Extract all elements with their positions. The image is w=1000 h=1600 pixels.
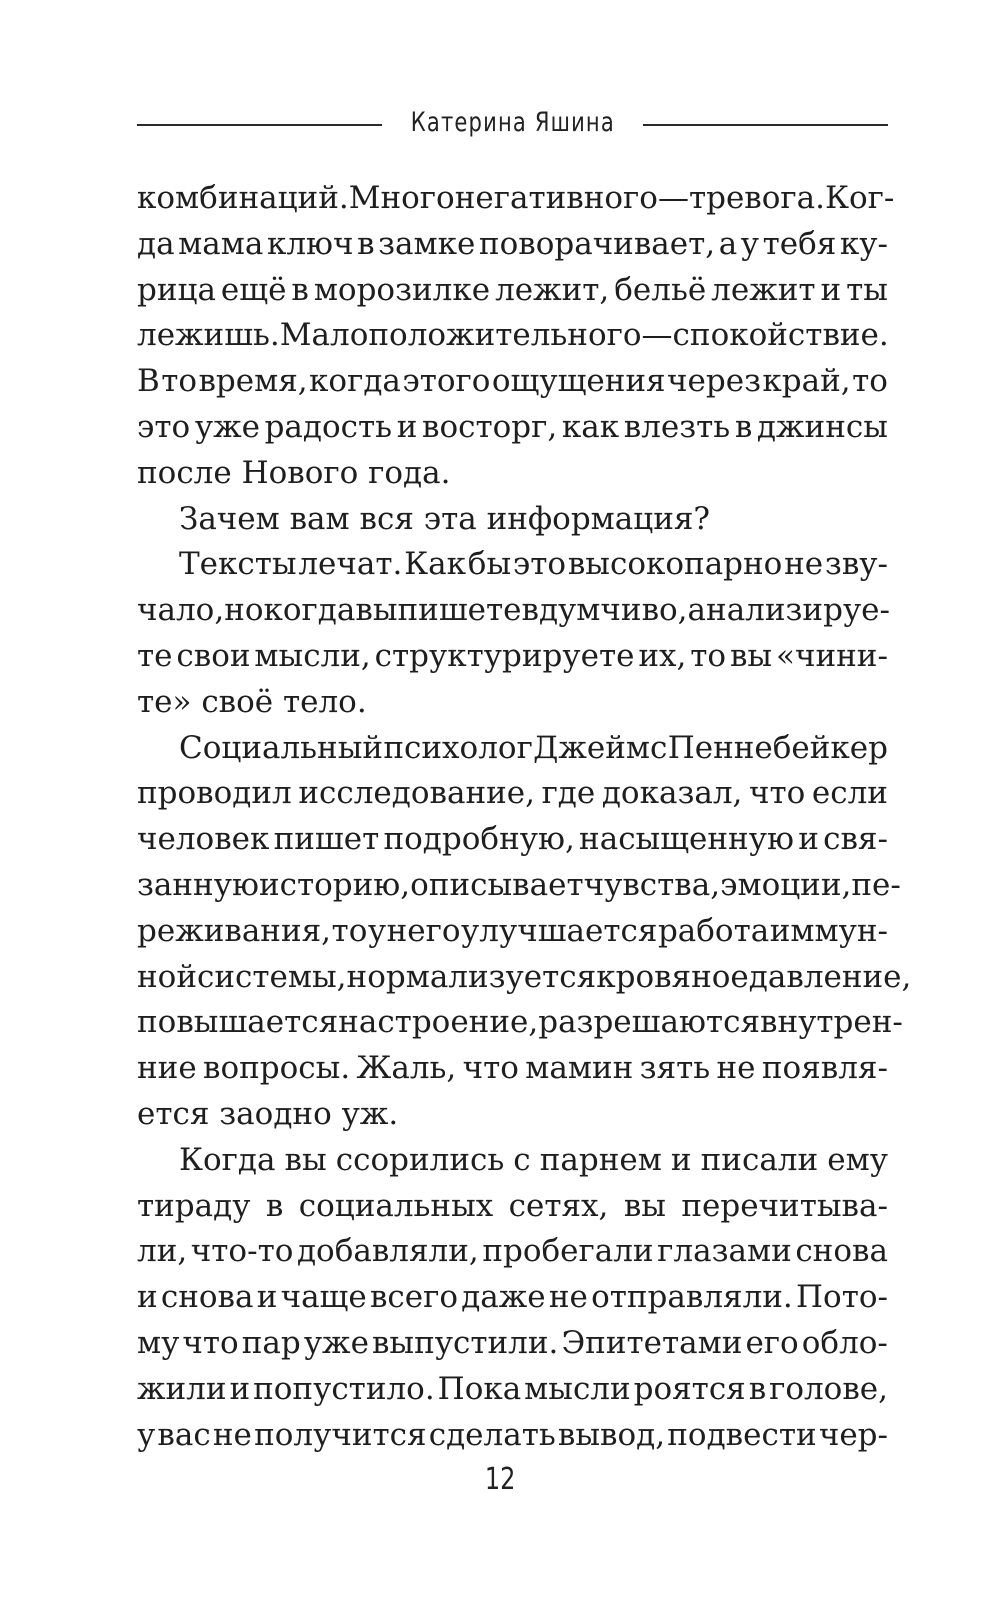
line-word: поворачивает,: [478, 225, 716, 262]
line-word: снова: [160, 1279, 254, 1316]
text-line: [137, 405, 888, 451]
line-word: но: [224, 592, 264, 629]
line-word: ной: [137, 958, 197, 995]
line-word: Мало: [279, 317, 369, 354]
line-word: лечат.: [298, 546, 403, 583]
line-word: не: [212, 1416, 252, 1453]
line-word: положительного: [368, 317, 642, 354]
line-word: пар: [241, 1324, 301, 1361]
line-word: давление,: [748, 958, 912, 995]
line-word: радость: [264, 408, 393, 445]
line-word: не: [784, 546, 824, 583]
line-word: то: [331, 912, 368, 949]
header-rule-left: [137, 124, 382, 126]
line-word: и: [229, 1370, 251, 1407]
line-word: психолог: [383, 729, 533, 766]
line-word: вдумчиво,: [521, 592, 688, 629]
line-word: то: [852, 363, 888, 400]
line-word: в: [748, 1370, 767, 1407]
line-word: замке: [378, 225, 476, 262]
line-word: то: [161, 363, 198, 400]
line-word: те: [137, 637, 173, 674]
line-word: зву-: [824, 546, 888, 583]
line-word: пишет: [273, 821, 380, 858]
line-word: Джеймс: [533, 729, 668, 766]
line-word: реживания,: [137, 912, 332, 949]
line-word: Много: [348, 180, 455, 216]
text-line: [137, 1321, 888, 1367]
line-word: а: [718, 225, 738, 262]
line-word: вывод,: [557, 1416, 666, 1453]
line-word: что: [748, 775, 806, 812]
line-word: человек: [137, 821, 270, 858]
line-word: получится: [254, 1416, 427, 1453]
text-line: [137, 1184, 888, 1230]
line-word: ние: [137, 1050, 197, 1087]
text-line: [137, 588, 891, 634]
text-line: [137, 176, 895, 222]
running-header: [137, 104, 888, 140]
line-word: В: [137, 363, 160, 400]
line-word: вас: [157, 1416, 211, 1453]
line-word: зять: [639, 1050, 711, 1087]
line-word: ссорились: [335, 1141, 505, 1178]
line-word: мамин: [525, 1050, 634, 1087]
line-word: высокопарно: [567, 546, 783, 583]
line-word: Пото-: [796, 1279, 888, 1316]
line-word: Эпитетами: [561, 1324, 743, 1361]
line-word: перечитыва-: [681, 1187, 888, 1224]
line-word: вопросы.: [203, 1050, 351, 1087]
text-line: [137, 1229, 888, 1275]
line-word: кровяное: [596, 958, 749, 995]
line-word: подвести: [667, 1416, 817, 1453]
line-word: край,: [762, 363, 851, 400]
line-word: Тексты: [179, 546, 297, 583]
text-line: [137, 817, 888, 863]
line-word: Как: [404, 546, 467, 583]
line-word: вы: [355, 592, 398, 629]
line-word: Пока: [437, 1370, 522, 1407]
line-word: в: [357, 225, 375, 262]
line-word: Жаль,: [356, 1050, 457, 1087]
line-word: тревога.: [688, 180, 825, 216]
line-text: ется заодно уж.: [137, 1095, 399, 1132]
line-word: пробегали: [482, 1233, 654, 1270]
line-word: нормализуется: [346, 958, 597, 995]
line-word: бельё: [614, 271, 707, 308]
text-line: [137, 359, 888, 405]
line-word: через: [667, 363, 761, 400]
header-rule-right: [643, 124, 888, 126]
line-word: роятся: [633, 1370, 746, 1407]
text-line: [137, 1367, 888, 1413]
line-word: и: [798, 821, 819, 858]
line-word: пишете: [397, 592, 522, 629]
line-word: сетях,: [508, 1187, 609, 1224]
line-word: это: [512, 546, 567, 583]
line-word: Ког-: [825, 180, 895, 216]
line-word: рица: [137, 271, 216, 308]
line-word: подробную,: [383, 821, 575, 858]
line-word: и: [670, 1141, 692, 1178]
page-number: [0, 1462, 1000, 1497]
line-word: чаще: [280, 1279, 367, 1316]
line-word: этого: [402, 363, 491, 400]
line-word: когда: [309, 363, 401, 400]
line-word: мысли: [524, 1370, 631, 1407]
line-word: —: [657, 180, 689, 216]
line-word: и: [256, 1279, 278, 1316]
line-word: голове,: [769, 1370, 888, 1407]
text-line: [137, 680, 888, 726]
line-word: что: [462, 1050, 519, 1087]
line-word: в: [265, 1187, 284, 1224]
line-word: даже: [461, 1279, 546, 1316]
line-word: в: [291, 271, 309, 308]
line-word: вы: [284, 1141, 327, 1178]
text-line: [137, 634, 888, 680]
line-word: то: [690, 637, 727, 674]
line-word: и: [820, 271, 842, 308]
line-word: уже: [194, 408, 260, 445]
text-line: [137, 542, 888, 588]
line-word: что-то: [190, 1233, 294, 1270]
line-word: вы: [729, 637, 773, 674]
line-word: анализируе-: [687, 592, 891, 629]
line-word: появля-: [761, 1050, 888, 1087]
line-word: влезть: [623, 408, 731, 445]
text-line: [137, 1000, 903, 1046]
line-word: ку-: [839, 225, 888, 262]
line-word: что: [182, 1324, 239, 1361]
page-number-value: 12: [484, 1462, 516, 1497]
line-word: настроение,: [338, 1004, 539, 1041]
line-word: внутрен-: [760, 1004, 903, 1041]
line-word: Пеннебейкер: [667, 729, 888, 766]
text-line: [137, 863, 901, 909]
line-word: восторг,: [422, 408, 558, 445]
line-word: писали: [700, 1141, 819, 1178]
text-line: [137, 1413, 888, 1459]
line-text: после Нового года.: [137, 454, 451, 491]
line-word: повышается: [137, 1004, 339, 1041]
line-word: насыщенную: [579, 821, 794, 858]
line-word: да: [137, 225, 175, 262]
line-text: Зачем вам вся эта информация?: [179, 500, 711, 537]
body-text: [137, 176, 912, 1458]
line-word: где: [541, 775, 596, 812]
line-word: сделать: [428, 1416, 556, 1453]
line-word: уже: [303, 1324, 369, 1361]
line-word: эмоции,: [720, 866, 852, 903]
text-line: [137, 222, 888, 268]
line-word: это: [137, 408, 191, 445]
text-line: [137, 726, 888, 772]
line-word: него: [386, 912, 461, 949]
text-line: [137, 955, 912, 1001]
line-word: занную: [137, 866, 259, 903]
line-word: тебя: [762, 225, 837, 262]
line-word: ты: [846, 271, 888, 308]
line-word: лежишь.: [137, 317, 280, 354]
line-word: не: [716, 1050, 756, 1087]
text-line: [137, 268, 888, 314]
line-word: жили: [137, 1370, 227, 1407]
line-word: глазами: [657, 1233, 792, 1270]
line-text: те» своё тело.: [137, 683, 367, 720]
line-word: чер-: [818, 1416, 888, 1453]
line-word: ещё: [220, 271, 287, 308]
line-word: —: [641, 317, 673, 354]
text-line: [137, 313, 888, 359]
line-word: у: [367, 912, 387, 949]
line-word: социальных: [298, 1187, 494, 1224]
line-word: всего: [369, 1279, 459, 1316]
line-word: у: [740, 225, 760, 262]
line-word: тираду: [137, 1187, 251, 1224]
line-word: выпустили.: [371, 1324, 559, 1361]
line-word: ли,: [137, 1233, 188, 1270]
line-word: попустило.: [253, 1370, 435, 1407]
line-word: обло-: [801, 1324, 888, 1361]
line-word: системы,: [197, 958, 347, 995]
line-word: в: [734, 408, 753, 445]
line-word: не: [548, 1279, 588, 1316]
line-word: вы: [623, 1187, 666, 1224]
text-line: [137, 1046, 888, 1092]
line-word: Социальный: [179, 729, 384, 766]
line-word: му: [137, 1324, 180, 1361]
line-word: иммун-: [769, 912, 888, 949]
line-word: отправляли.: [591, 1279, 793, 1316]
line-word: у: [137, 1416, 156, 1453]
line-word: когда: [263, 592, 356, 629]
line-word: структурируете: [374, 637, 635, 674]
line-word: ему: [827, 1141, 888, 1178]
line-word: лежит: [711, 271, 816, 308]
line-word: ключ: [266, 225, 354, 262]
text-line: [137, 1275, 888, 1321]
line-word: «чини-: [776, 637, 888, 674]
line-word: и: [137, 1279, 158, 1316]
line-word: спокойствие.: [672, 317, 889, 354]
line-word: негативного: [454, 180, 658, 216]
line-word: описывает: [410, 866, 584, 903]
line-word: свои: [176, 637, 251, 674]
line-word: с: [513, 1141, 531, 1178]
line-word: мысли,: [254, 637, 371, 674]
line-word: исследование,: [298, 775, 535, 812]
line-word: доказал,: [601, 775, 743, 812]
line-word: лежит,: [495, 271, 610, 308]
line-word: бы: [467, 546, 512, 583]
text-line: [137, 497, 888, 543]
line-word: свя-: [823, 821, 888, 858]
line-word: работа: [657, 912, 770, 949]
text-line: [137, 909, 888, 955]
line-word: мама: [178, 225, 264, 262]
line-word: снова: [795, 1233, 888, 1270]
line-word: время,: [198, 363, 308, 400]
line-word: его: [745, 1324, 799, 1361]
line-word: как: [561, 408, 620, 445]
line-word: проводил: [137, 775, 292, 812]
text-line: [137, 771, 888, 817]
line-word: морозилке: [313, 271, 491, 308]
line-word: комбинаций.: [137, 180, 349, 216]
line-word: Когда: [179, 1141, 276, 1178]
line-word: пе-: [851, 866, 901, 903]
line-word: чувства,: [583, 866, 721, 903]
header-author: Катерина Яшина: [410, 106, 615, 138]
line-word: добавляли,: [296, 1233, 479, 1270]
line-word: и: [396, 408, 418, 445]
line-word: джинсы: [756, 408, 888, 445]
text-line: [137, 1138, 888, 1184]
text-line: [137, 1092, 888, 1138]
line-word: разрешаются: [538, 1004, 761, 1041]
line-word: ощущения: [491, 363, 666, 400]
line-word: историю,: [258, 866, 411, 903]
text-line: [137, 451, 888, 497]
line-word: их,: [638, 637, 687, 674]
line-word: чало,: [137, 592, 225, 629]
line-word: улучшается: [461, 912, 658, 949]
line-word: если: [811, 775, 888, 812]
line-word: парнем: [539, 1141, 662, 1178]
